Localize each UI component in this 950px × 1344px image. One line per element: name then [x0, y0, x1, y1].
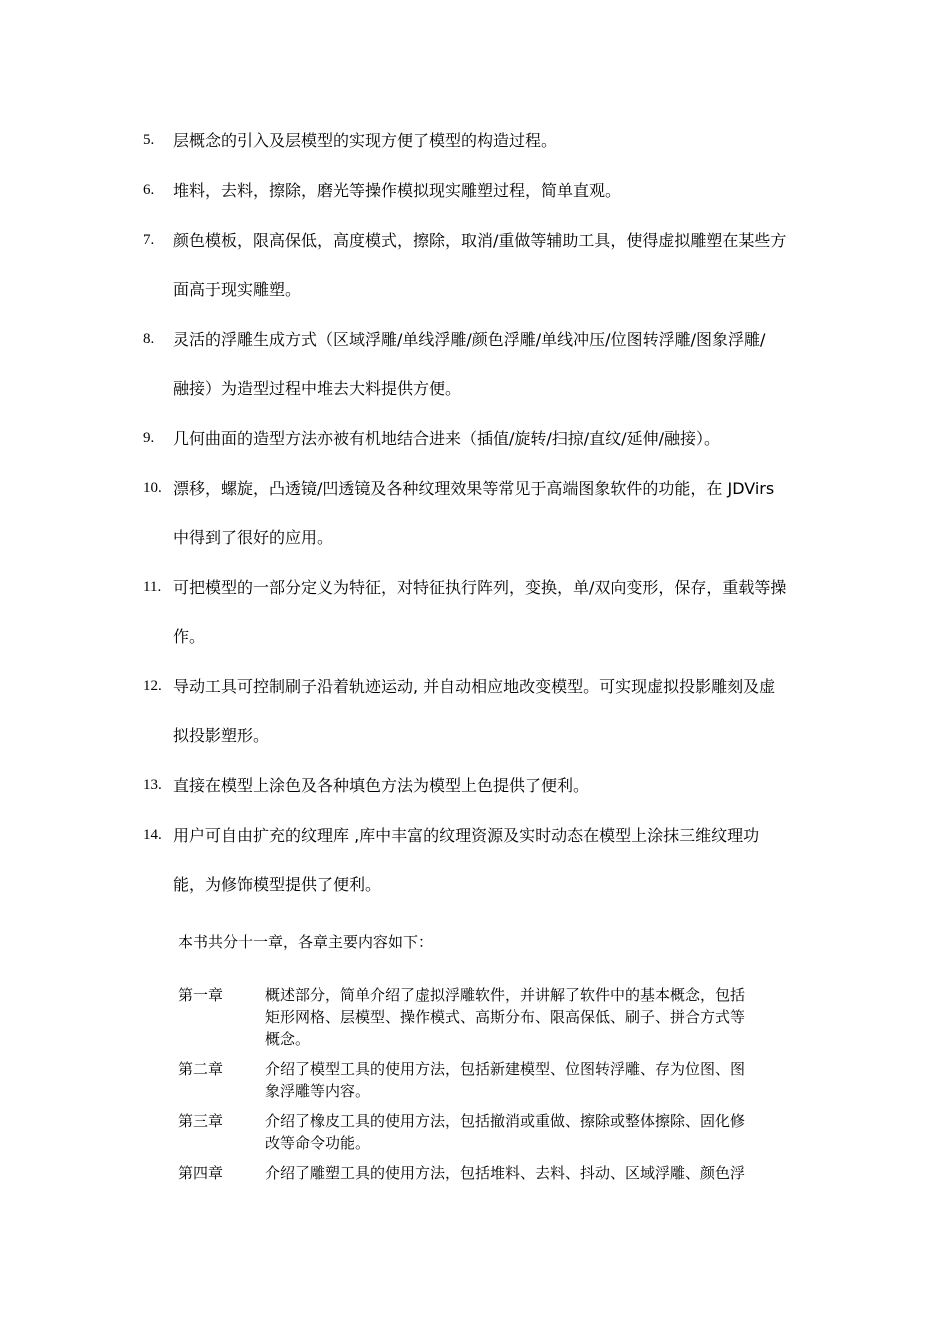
- list-item: [143, 178, 813, 203]
- item-number: 11.: [143, 579, 162, 595]
- item-number: 9.: [143, 430, 155, 446]
- chapter-entry: [178, 1162, 818, 1184]
- chapter-name: 第一章: [178, 986, 224, 1004]
- item-text: [173, 228, 813, 302]
- chapter-description-line: 矩形网格、层模型、操作模式、高斯分布、限高保低、刷子、拼合方式等: [265, 1008, 746, 1026]
- item-text-line: 漂移，螺旋，凸透镜/凹透镜及各种纹理效果等常见于高端图象软件的功能，在 JDVirs: [173, 479, 775, 498]
- item-number: 13.: [143, 777, 162, 793]
- item-text-line: 融接）为造型过程中堆去大料提供方便。: [173, 379, 462, 398]
- item-number: 6.: [143, 182, 155, 198]
- chapter-intro: 本书共分十一章，各章主要内容如下：: [178, 933, 434, 951]
- chapter-description-line: 介绍了模型工具的使用方法，包括新建模型、位图转浮雕、存为位图、图: [265, 1060, 746, 1078]
- list-item: [143, 476, 813, 550]
- item-text: [173, 476, 813, 550]
- item-text-line: 直接在模型上涂色及各种填色方法为模型上色提供了便利。: [173, 776, 590, 795]
- item-text-line: 面高于现实雕塑。: [173, 280, 302, 299]
- item-text-line: 中得到了很好的应用。: [173, 528, 334, 547]
- chapter-description: [265, 1162, 818, 1184]
- chapter-entry: [178, 1058, 818, 1102]
- chapter-name: 第四章: [178, 1164, 224, 1182]
- chapter-name: 第三章: [178, 1112, 224, 1130]
- item-number: 12.: [143, 678, 162, 694]
- list-item: [143, 228, 813, 302]
- chapter-description-line: 概念。: [265, 1030, 311, 1048]
- chapter-entry: [178, 1110, 818, 1154]
- item-text-line: 几何曲面的造型方法亦被有机地结合进来（插值/旋转/扫掠/直纹/延伸/融接）。: [173, 429, 720, 448]
- feature-list: [143, 128, 813, 897]
- list-item: [143, 575, 813, 649]
- item-text: [173, 426, 813, 451]
- item-text-line: 堆料，去料，擦除，磨光等操作模拟现实雕塑过程，简单直观。: [173, 181, 622, 200]
- chapter-description-line: 介绍了雕塑工具的使用方法，包括堆料、去料、抖动、区域浮雕、颜色浮: [265, 1164, 746, 1182]
- list-item: [143, 426, 813, 451]
- item-text: [173, 128, 813, 153]
- item-text: [173, 178, 813, 203]
- item-number: 10.: [143, 480, 162, 496]
- chapter-description: [265, 1110, 818, 1154]
- item-text: [173, 773, 813, 798]
- item-number: 7.: [143, 232, 155, 248]
- list-item: [143, 674, 813, 748]
- item-text-line: 颜色模板，限高保低，高度模式，擦除，取消/重做等辅助工具，使得虚拟雕塑在某些方: [173, 231, 787, 250]
- list-item: [143, 327, 813, 401]
- chapter-name: 第二章: [178, 1060, 224, 1078]
- item-text-line: 用户可自由扩充的纹理库 ,库中丰富的纹理资源及实时动态在模型上涂抹三维纹理功: [173, 826, 760, 845]
- list-item: [143, 823, 813, 897]
- chapter-description: [265, 1058, 818, 1102]
- item-number: 14.: [143, 827, 162, 843]
- chapter-entry: [178, 984, 818, 1050]
- chapter-description-line: 象浮雕等内容。: [265, 1082, 371, 1100]
- item-text-line: 导动工具可控制刷子沿着轨迹运动, 并自动相应地改变模型。可实现虚拟投影雕刻及虚: [173, 677, 776, 696]
- chapter-description: [265, 984, 818, 1050]
- item-text: [173, 823, 813, 897]
- chapter-description-line: 介绍了橡皮工具的使用方法，包括撤消或重做、擦除或整体擦除、固化修: [265, 1112, 746, 1130]
- chapter-list: [178, 984, 818, 1192]
- item-text-line: 层概念的引入及层模型的实现方便了模型的构造过程。: [173, 131, 558, 150]
- item-text: [173, 575, 813, 649]
- item-number: 8.: [143, 331, 155, 347]
- item-text-line: 拟投影塑形。: [173, 726, 270, 745]
- list-item: [143, 773, 813, 798]
- chapter-description-line: 改等命令功能。: [265, 1134, 371, 1152]
- item-text-line: 可把模型的一部分定义为特征，对特征执行阵列，变换，单/双向变形，保存，重载等操: [173, 578, 787, 597]
- item-text-line: 作。: [173, 627, 206, 646]
- chapter-description-line: 概述部分，简单介绍了虚拟浮雕软件，并讲解了软件中的基本概念，包括: [265, 986, 746, 1004]
- item-text: [173, 327, 813, 401]
- item-text-line: 能，为修饰模型提供了便利。: [173, 875, 382, 894]
- item-text: [173, 674, 813, 748]
- list-item: [143, 128, 813, 153]
- item-text-line: 灵活的浮雕生成方式（区域浮雕/单线浮雕/颜色浮雕/单线冲压/位图转浮雕/图象浮雕/: [173, 330, 766, 349]
- item-number: 5.: [143, 132, 155, 148]
